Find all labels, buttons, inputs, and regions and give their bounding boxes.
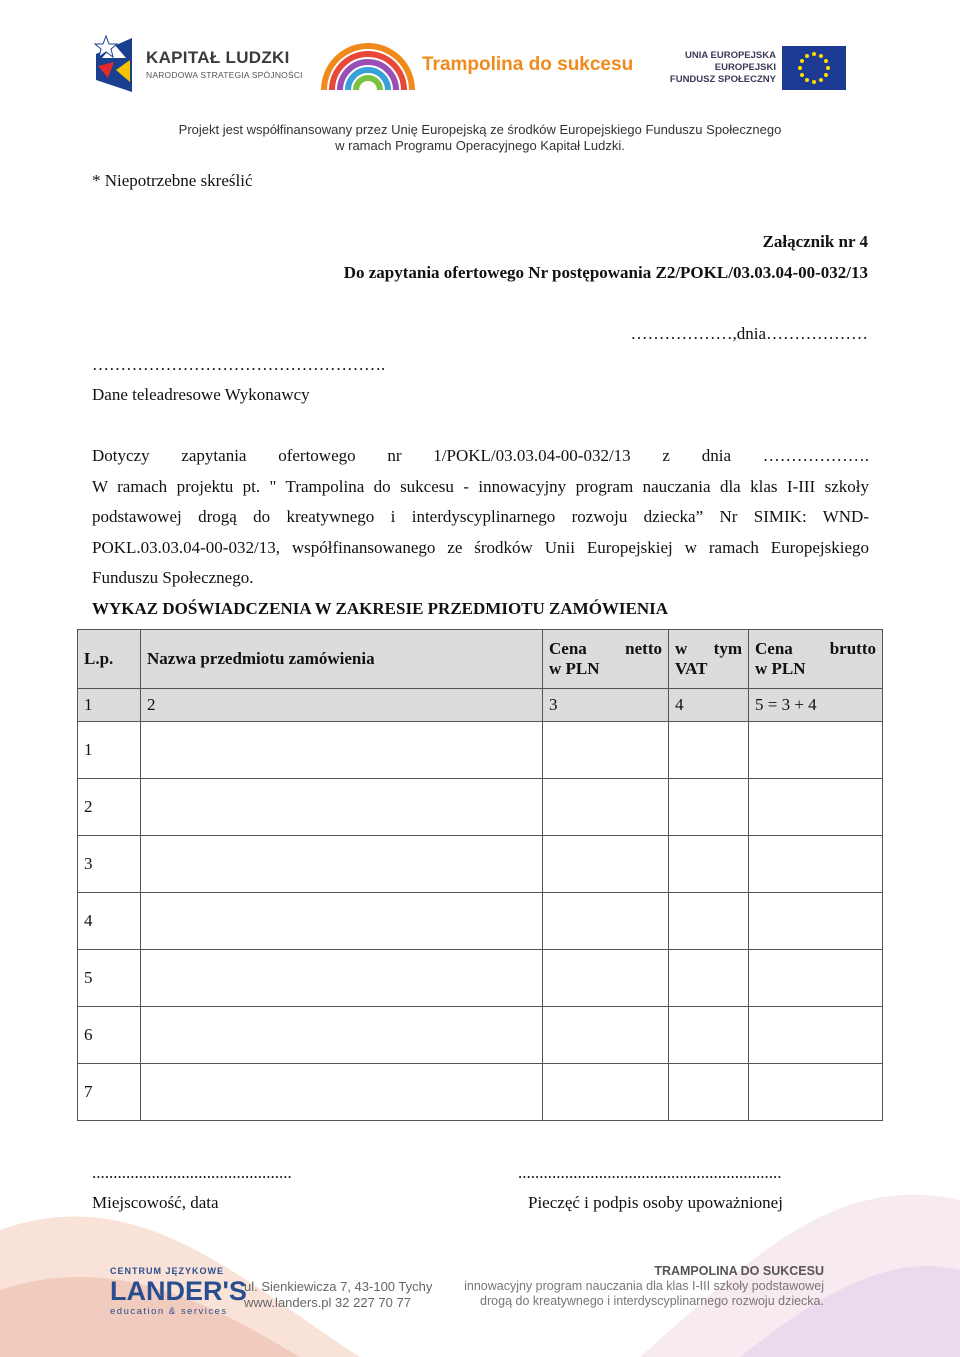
eu-line-3: FUNDUSZ SPOŁECZNY — [669, 74, 776, 85]
row-number: 4 — [78, 893, 141, 950]
signature-dots: .............................................................. — [518, 1163, 782, 1182]
kapital-ludzki-subtitle: NARODOWA STRATEGIA SPÓJNOŚCI — [146, 70, 303, 80]
table-row — [78, 836, 883, 893]
row-number: 6 — [78, 1007, 141, 1064]
table-header-row — [78, 630, 883, 689]
cell-name[interactable] — [141, 722, 543, 779]
table-row — [78, 950, 883, 1007]
header-net-line-2: w PLN — [549, 659, 600, 678]
trampolina-rainbow-icon — [318, 36, 418, 92]
project-footer — [464, 1264, 824, 1309]
cell-vat[interactable] — [669, 836, 749, 893]
cell-gross[interactable] — [749, 1007, 883, 1064]
column-number-row — [78, 689, 883, 722]
inquiry-reference: Do zapytania ofertowego Nr postępowania Z2/POKL/03.03.04-00-032/13 — [343, 263, 868, 282]
place-date-dots: ............................................... — [92, 1163, 292, 1182]
place-date-field: ………………,dnia……………… — [630, 324, 868, 343]
table-row — [78, 1064, 883, 1121]
header-vat — [669, 630, 749, 689]
table-row — [78, 893, 883, 950]
eu-line-2: EUROPEJSKI — [714, 62, 776, 73]
cofinancing-notice — [0, 122, 960, 154]
header-lp: L.p. — [78, 630, 141, 689]
cell-net[interactable] — [543, 722, 669, 779]
eu-line-1: UNIA EUROPEJSKA — [685, 50, 776, 61]
cell-vat[interactable] — [669, 1007, 749, 1064]
cell-net[interactable] — [543, 836, 669, 893]
contractor-dots: ……………………………………………. — [92, 355, 386, 374]
cell-net[interactable] — [543, 893, 669, 950]
landers-logo — [110, 1266, 247, 1317]
table-row — [78, 722, 883, 779]
project-title: TRAMPOLINA DO SUKCESU — [654, 1264, 824, 1278]
landers-top-text: CENTRUM JĘZYKOWE — [110, 1266, 225, 1276]
cell-net[interactable] — [543, 779, 669, 836]
trampolina-logo — [318, 36, 638, 96]
trampolina-brand: Trampolina do sukcesu — [422, 54, 634, 75]
landers-contact — [244, 1279, 432, 1311]
body-line-4: POKL.03.03.04-00-032/13, współfinansowanego ze środków Unii Europejskiej w ramach Europejskiego — [92, 537, 869, 557]
column-number: 2 — [141, 689, 543, 722]
cell-gross[interactable] — [749, 779, 883, 836]
row-number: 1 — [78, 722, 141, 779]
body-line-2: W ramach projektu pt. " Trampolina do sukcesu - innowacyjny program nauczania dla klas I-III szkoły — [92, 476, 869, 496]
column-number: 1 — [78, 689, 141, 722]
cell-vat[interactable] — [669, 1064, 749, 1121]
experience-table — [77, 629, 883, 1121]
column-number: 5 = 3 + 4 — [749, 689, 883, 722]
landers-address: ul. Sienkiewicza 7, 43-100 Tychy — [244, 1279, 433, 1294]
section-title: WYKAZ DOŚWIADCZENIA W ZAKRESIE PRZEDMIOTU ZAMÓWIENIA — [92, 599, 669, 618]
column-number: 4 — [669, 689, 749, 722]
cell-vat[interactable] — [669, 950, 749, 1007]
place-date-label: Miejscowość, data — [92, 1193, 219, 1212]
cell-net[interactable] — [543, 1007, 669, 1064]
project-line-2: drogą do kreatywnego i interdyscyplinarnego rozwoju dziecka. — [480, 1294, 824, 1308]
cell-gross[interactable] — [749, 722, 883, 779]
cell-gross[interactable] — [749, 893, 883, 950]
kapital-ludzki-title: KAPITAŁ LUDZKI — [146, 48, 290, 67]
cell-gross[interactable] — [749, 950, 883, 1007]
kapital-ludzki-star-icon — [92, 34, 136, 96]
column-number: 3 — [543, 689, 669, 722]
row-number: 3 — [78, 836, 141, 893]
header-net-line-1: Cena netto — [549, 639, 662, 658]
table-row — [78, 1007, 883, 1064]
body-line-5: Funduszu Społecznego. — [92, 568, 254, 587]
cell-name[interactable] — [141, 836, 543, 893]
header-vat-line-1: w tym — [675, 639, 742, 658]
row-number: 5 — [78, 950, 141, 1007]
eu-flag-icon — [782, 46, 846, 90]
contractor-label: Dane teleadresowe Wykonawcy — [92, 385, 310, 404]
cell-gross[interactable] — [749, 1064, 883, 1121]
cell-name[interactable] — [141, 1064, 543, 1121]
inquiry-body — [92, 441, 869, 594]
row-number: 2 — [78, 779, 141, 836]
body-line-1: Dotyczy zapytania ofertowego nr 1/POKL/03.03.04-00-032/13 z dnia ………………. — [92, 446, 869, 465]
header-gross — [749, 630, 883, 689]
eu-esf-text — [670, 50, 776, 86]
row-number: 7 — [78, 1064, 141, 1121]
header-vat-line-2: VAT — [675, 659, 708, 678]
cell-net[interactable] — [543, 950, 669, 1007]
table-row — [78, 779, 883, 836]
cell-vat[interactable] — [669, 779, 749, 836]
cell-net[interactable] — [543, 1064, 669, 1121]
cell-vat[interactable] — [669, 722, 749, 779]
cofinancing-line-1: Projekt jest współfinansowany przez Unię Europejską ze środków Europejskiego Funduszu Społecznego — [178, 122, 782, 137]
header-gross-line-2: w PLN — [755, 659, 806, 678]
header-net — [543, 630, 669, 689]
body-line-3: podstawowej drogą do kreatywnego i interdyscyplinarnego rozwoju dziecka” Nr SIMIK: WND- — [92, 507, 869, 526]
cell-name[interactable] — [141, 893, 543, 950]
eu-esf-logo — [669, 44, 852, 94]
landers-main-text: LANDER'S — [110, 1276, 247, 1306]
landers-web-phone: www.landers.pl 32 227 70 77 — [244, 1295, 411, 1310]
cell-name[interactable] — [141, 779, 543, 836]
header-name: Nazwa przedmiotu zamówienia — [141, 630, 543, 689]
signature-label: Pieczęć i podpis osoby upoważnionej — [528, 1193, 783, 1212]
kapital-ludzki-logo — [92, 34, 303, 98]
strike-note: * Niepotrzebne skreślić — [92, 171, 253, 190]
cell-gross[interactable] — [749, 836, 883, 893]
cell-name[interactable] — [141, 1007, 543, 1064]
landers-sub-text: education & services — [110, 1306, 228, 1317]
cofinancing-line-2: w ramach Programu Operacyjnego Kapitał Ludzki. — [335, 138, 625, 153]
attachment-number: Załącznik nr 4 — [762, 232, 868, 251]
header-gross-line-1: Cena brutto — [755, 639, 876, 658]
cell-vat[interactable] — [669, 893, 749, 950]
project-line-1: innowacyjny program nauczania dla klas I-III szkoły podstawowej — [464, 1279, 824, 1293]
cell-name[interactable] — [141, 950, 543, 1007]
